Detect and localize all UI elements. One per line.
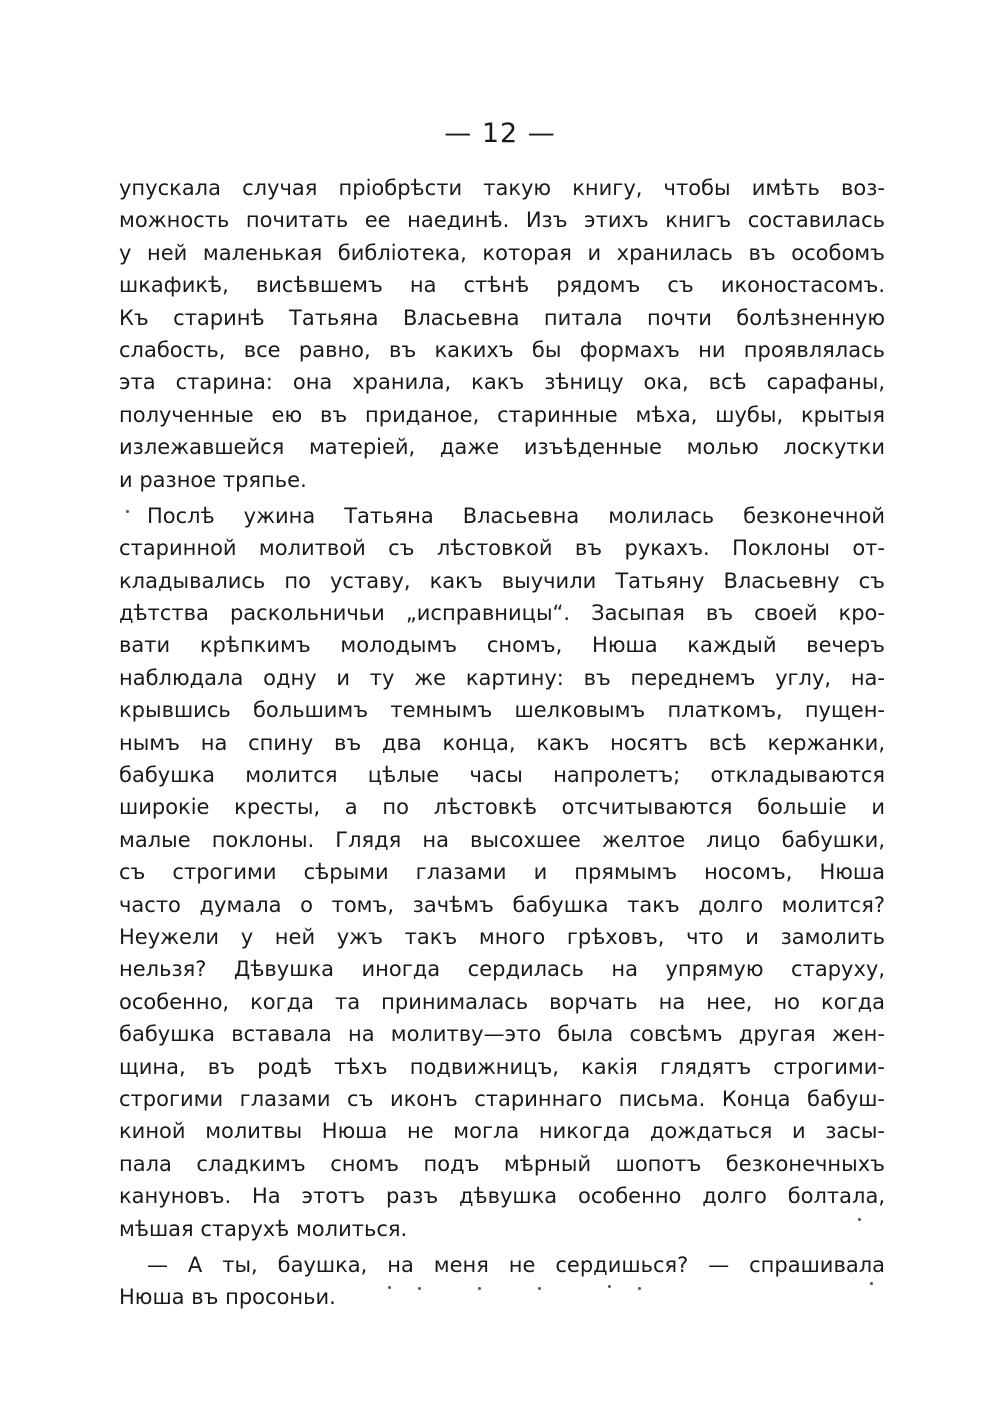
text-line: — А ты, баушка, на меня не сердишься? — спрашивала	[147, 1252, 885, 1277]
text-line: нымъ на спину въ два конца, какъ носятъ всѣ кержанки,	[119, 730, 885, 755]
text-line: дѣтства раскольничьи „исправницы“. Засыпая въ своей кро-	[119, 601, 885, 626]
text-line: наблюдала одну и ту же картину: въ переднемъ углу, на-	[119, 665, 885, 690]
scan-speck	[388, 1286, 391, 1289]
text-line: бабушка вставала на молитву—это была совсѣмъ другая жен-	[119, 1022, 885, 1047]
text-line: Неужели у ней ужъ такъ много грѣховъ, что и замолить	[119, 924, 885, 949]
text-line: киной молитвы Нюша не могла никогда дождаться и засы-	[119, 1119, 885, 1144]
text-line: щина, въ родѣ тѣхъ подвижницъ, какія глядятъ строгими-	[119, 1054, 885, 1079]
scan-speck	[538, 1287, 541, 1290]
text-line: можность почитать ее наединѣ. Изъ этихъ книгъ составилась	[119, 208, 885, 233]
text-line: особенно, когда та принималась ворчать на нее, но когда	[119, 989, 885, 1014]
scan-speck	[126, 510, 129, 513]
text-line: эта старина: она хранила, какъ зѣницу ока, всѣ сарафаны,	[119, 370, 885, 395]
text-line: кануновъ. На этотъ разъ дѣвушка особенно долго болтала,	[119, 1184, 885, 1209]
text-line: крывшись большимъ темнымъ шелковымъ платкомъ, пущен-	[119, 698, 885, 723]
text-line: старинной молитвой съ лѣстовкой въ рукахъ. Поклоны от-	[119, 536, 885, 561]
text-line: съ строгими сѣрыми глазами и прямымъ носомъ, Нюша	[119, 860, 885, 885]
text-line: излежавшейся матеріей, даже изъѣденные молью лоскутки	[119, 435, 885, 460]
text-line: Послѣ ужина Татьяна Власьевна молилась безконечной	[147, 503, 885, 528]
text-line: слабость, все равно, въ какихъ бы формахъ ни проявлялась	[119, 337, 885, 362]
text-line: у ней маленькая библіотека, которая и хранилась въ особомъ	[119, 240, 885, 265]
scan-speck	[608, 1285, 611, 1288]
scan-speck	[418, 1287, 421, 1290]
text-line: часто думала о томъ, зачѣмъ бабушка такъ долго молится?	[119, 892, 885, 917]
scan-speck	[858, 1218, 861, 1221]
text-line: бабушка молится цѣлые часы напролетъ; откладываются	[119, 763, 885, 788]
text-line: упускала случая пріобрѣсти такую книгу, чтобы имѣть воз-	[119, 176, 885, 200]
scan-speck	[478, 1287, 481, 1290]
text-line: шкафикѣ, висѣвшемъ на стѣнѣ рядомъ съ иконостасомъ.	[119, 273, 885, 298]
text-line: широкіе кресты, а по лѣстовкѣ отсчитываются большіе и	[119, 795, 885, 820]
text-line: и разное тряпье.	[119, 467, 307, 492]
page-number: — 12 —	[444, 118, 556, 149]
text-line: вати крѣпкимъ молодымъ сномъ, Нюша каждый вечеръ	[119, 633, 885, 658]
scan-speck	[638, 1287, 641, 1290]
text-line: пала сладкимъ сномъ подъ мѣрный шопотъ безконечныхъ	[119, 1151, 885, 1176]
text-line: строгими глазами съ иконъ стариннаго письма. Конца бабуш-	[119, 1086, 885, 1111]
text-line: полученные ею въ приданое, старинные мѣха, шубы, крытыя	[119, 402, 885, 427]
text-line: Нюша въ просоньи.	[119, 1285, 336, 1310]
text-line: малые поклоны. Глядя на высохшее желтое лицо бабушки,	[119, 827, 885, 852]
scan-speck	[870, 1282, 873, 1285]
text-line: мѣшая старухѣ молиться.	[119, 1216, 408, 1241]
text-line: кладывались по уставу, какъ выучили Татьяну Власьевну съ	[119, 568, 885, 593]
body-text	[119, 172, 885, 1314]
text-line: нельзя? Дѣвушка иногда сердилась на упрямую старуху,	[119, 957, 885, 982]
text-line: Къ старинѣ Татьяна Власьевна питала почти болѣзненную	[119, 305, 885, 330]
